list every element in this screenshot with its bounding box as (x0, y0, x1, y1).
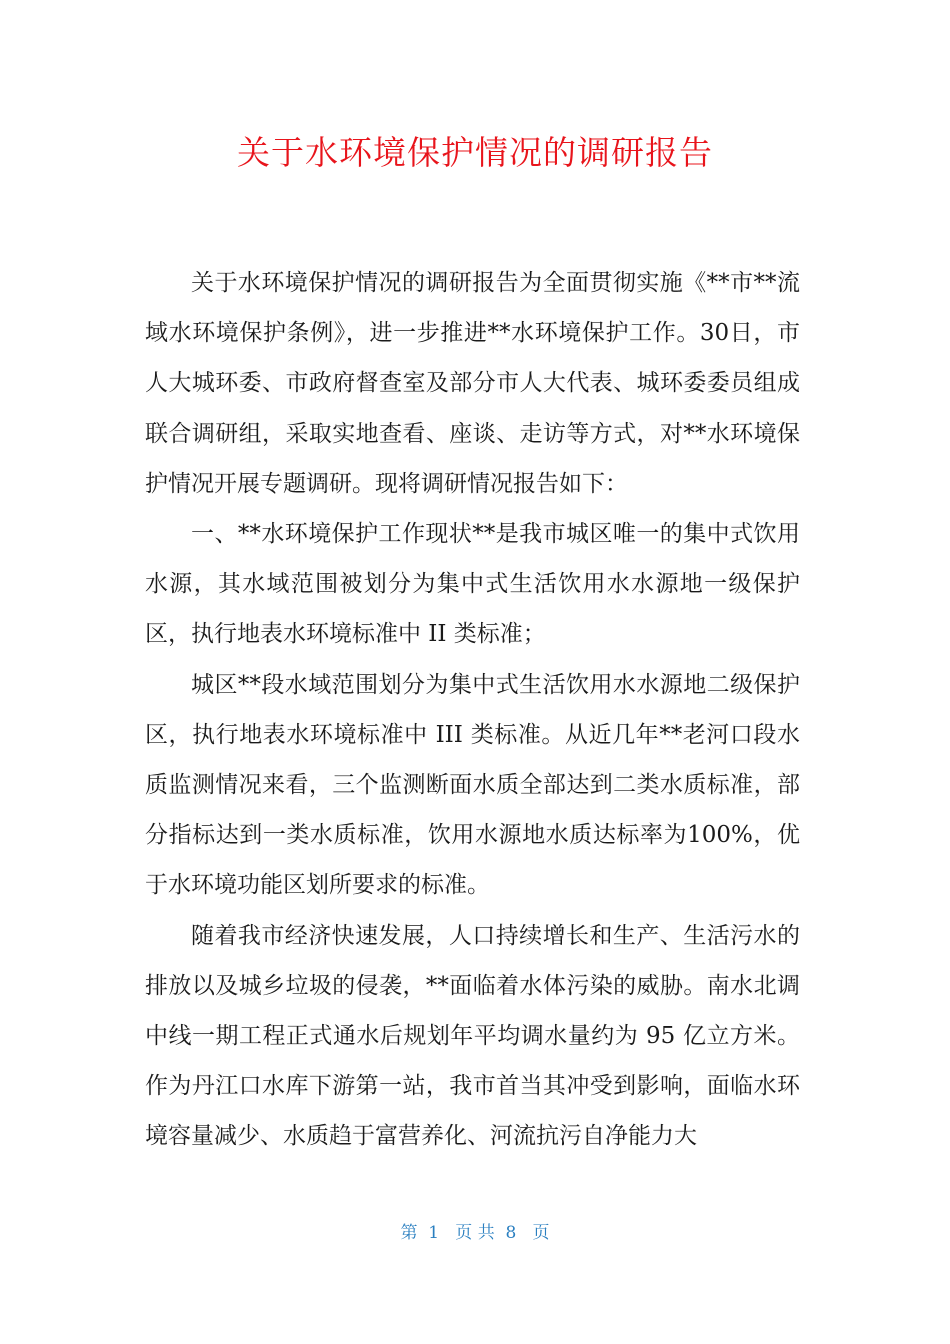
page-number-footer: 第 1 页 共 8 页 (400, 1223, 550, 1243)
document-title: 关于水环境保护情况的调研报告 (237, 133, 713, 172)
paragraph-status: 一、**水环境保护工作现状**是我市城区唯一的集中式饮用水源，其水域范围被划分为集中式生活饮用水水源地一级保护区，执行地表水环境标准中 II 类标准； (145, 521, 800, 648)
paragraph-water-quality: 城区**段水域范围划分为集中式生活饮用水水源地二级保护区，执行地表水环境标准中 III 类标准。从近几年**老河口段水质监测情况来看，三个监测断面水质全部达到二类水质标准，部分指标达到一类水质标准，饮用水源地水质达标率为100%，优于水环境功能区划所要求的标准。 (145, 671, 800, 899)
paragraph-intro: 关于水环境保护情况的调研报告为全面贯彻实施《**市**流域水环境保护条例》，进一步推进**水环境保护工作。30日，市人大城环委、市政府督查室及部分市人大代表、城环委委员组成联合调研组，采取实地查看、座谈、走访等方式，对**水环境保护情况开展专题调研。现将调研情况报告如下： (145, 270, 800, 497)
paragraph-challenges: 随着我市经济快速发展，人口持续增长和生产、生活污水的排放以及城乡垃圾的侵袭，**面临着水体污染的威胁。南水北调中线一期工程正式通水后规划年平均调水量约为 95 亿立方米。作为丹江口水库下游第一站，我市首当其冲受到影响，面临水环境容量减少、水质趋于富营养化、河流抗污自净能力大 (145, 922, 800, 1150)
document-body (145, 258, 800, 1162)
